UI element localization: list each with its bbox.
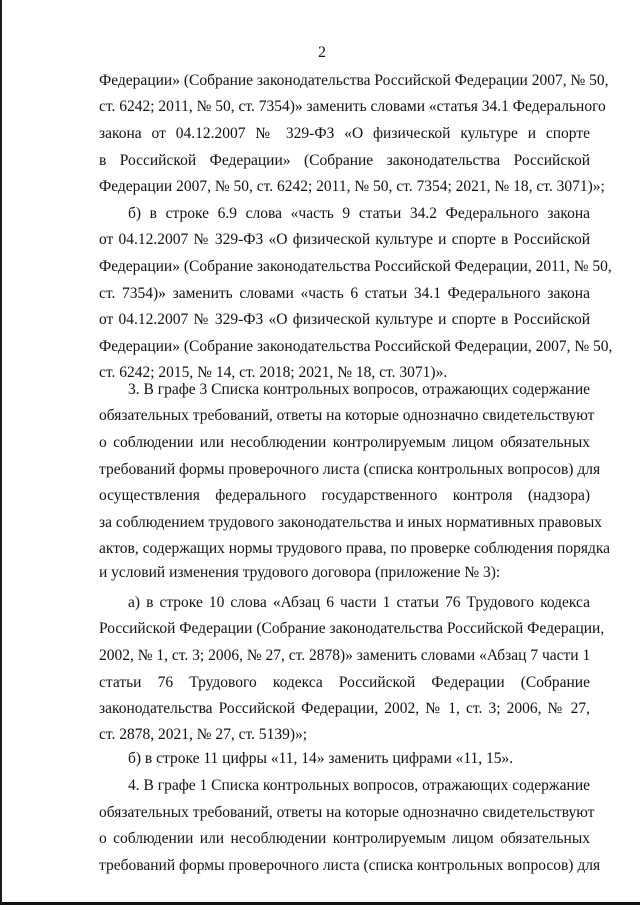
text-line: за соблюдением трудового законодательства и иных нормативных правовых — [99, 514, 603, 531]
text-line: Федерации» (Собрание законодательства Российской Федерации, 2011, № 50, — [99, 258, 612, 275]
text-line: 4. В графе 1 Списка контрольных вопросов, отражающих содержание — [128, 777, 590, 794]
text-line: б) в строке 6.9 слова «часть 9 статьи 34.2 Федерального закона — [128, 205, 590, 222]
text-line: актов, содержащих нормы трудового права, по проверке соблюдения порядка — [99, 540, 611, 557]
text-line: законодательства Российской Федерации, 2002, № 1, ст. 3; 2006, № 27, — [99, 700, 590, 717]
text-line: от 04.12.2007 № 329-ФЗ «О физической культуре и спорте в Российской — [99, 231, 590, 248]
text-line: требований формы проверочного листа (списка контрольных вопросов) для — [99, 857, 601, 874]
text-line: ст. 7354)» заменить словами «часть 6 статьи 34.1 Федерального закона — [99, 285, 590, 302]
text-line: закона от 04.12.2007 № 329-ФЗ «О физической культуре и спорте — [99, 125, 590, 142]
text-line: б) в строке 11 цифры «11, 14» заменить цифрами «11, 15». — [128, 750, 514, 767]
text-line: ст. 6242; 2015, № 14, ст. 2018; 2021, № 18, ст. 3071)». — [99, 364, 448, 381]
text-line: от 04.12.2007 № 329-ФЗ «О физической культуре и спорте в Российской — [99, 311, 590, 328]
text-line: обязательных требований, ответы на которые однозначно свидетельствуют — [99, 804, 595, 821]
text-line: статьи 76 Трудового кодекса Российской Федерации (Собрание — [99, 674, 590, 691]
text-line: 2002, № 1, ст. 3; 2006, № 27, ст. 2878)» заменить словами «Абзац 7 части 1 — [99, 647, 591, 664]
text-line: 3. В графе 3 Списка контрольных вопросов, отражающих содержание — [128, 381, 590, 398]
text-line: о соблюдении или несоблюдении контролируемым лицом обязательных — [99, 830, 590, 847]
text-line: Федерации» (Собрание законодательства Российской Федерации, 2007, № 50, — [99, 338, 613, 355]
text-line: о соблюдении или несоблюдении контролируемым лицом обязательных — [99, 434, 590, 451]
text-line: а) в строке 10 слова «Абзац 6 части 1 статьи 76 Трудового кодекса — [128, 594, 590, 611]
text-line: в Российской Федерации» (Собрание законодательства Российской — [99, 152, 590, 169]
text-line: Федерации» (Собрание законодательства Российской Федерации 2007, № 50, — [99, 72, 609, 89]
text-line: ст. 2878, 2021, № 27, ст. 5139)»; — [99, 726, 308, 743]
text-line: обязательных требований, ответы на которые однозначно свидетельствуют — [99, 407, 595, 424]
text-line: Федерации 2007, № 50, ст. 6242; 2011, № 50, ст. 7354; 2021, № 18, ст. 3071)»; — [99, 178, 605, 195]
text-line: и условий изменения трудового договора (приложение № 3): — [99, 564, 501, 581]
text-line: осуществления федерального государственного контроля (надзора) — [99, 487, 590, 504]
page-number: 2 — [318, 44, 326, 61]
text-line: Российской Федерации (Собрание законодательства Российской Федерации, — [99, 620, 605, 637]
text-line: требований формы проверочного листа (списка контрольных вопросов) для — [99, 461, 601, 478]
text-line: ст. 6242; 2011, № 50, ст. 7354)» заменить словами «статья 34.1 Федерального — [99, 98, 606, 115]
